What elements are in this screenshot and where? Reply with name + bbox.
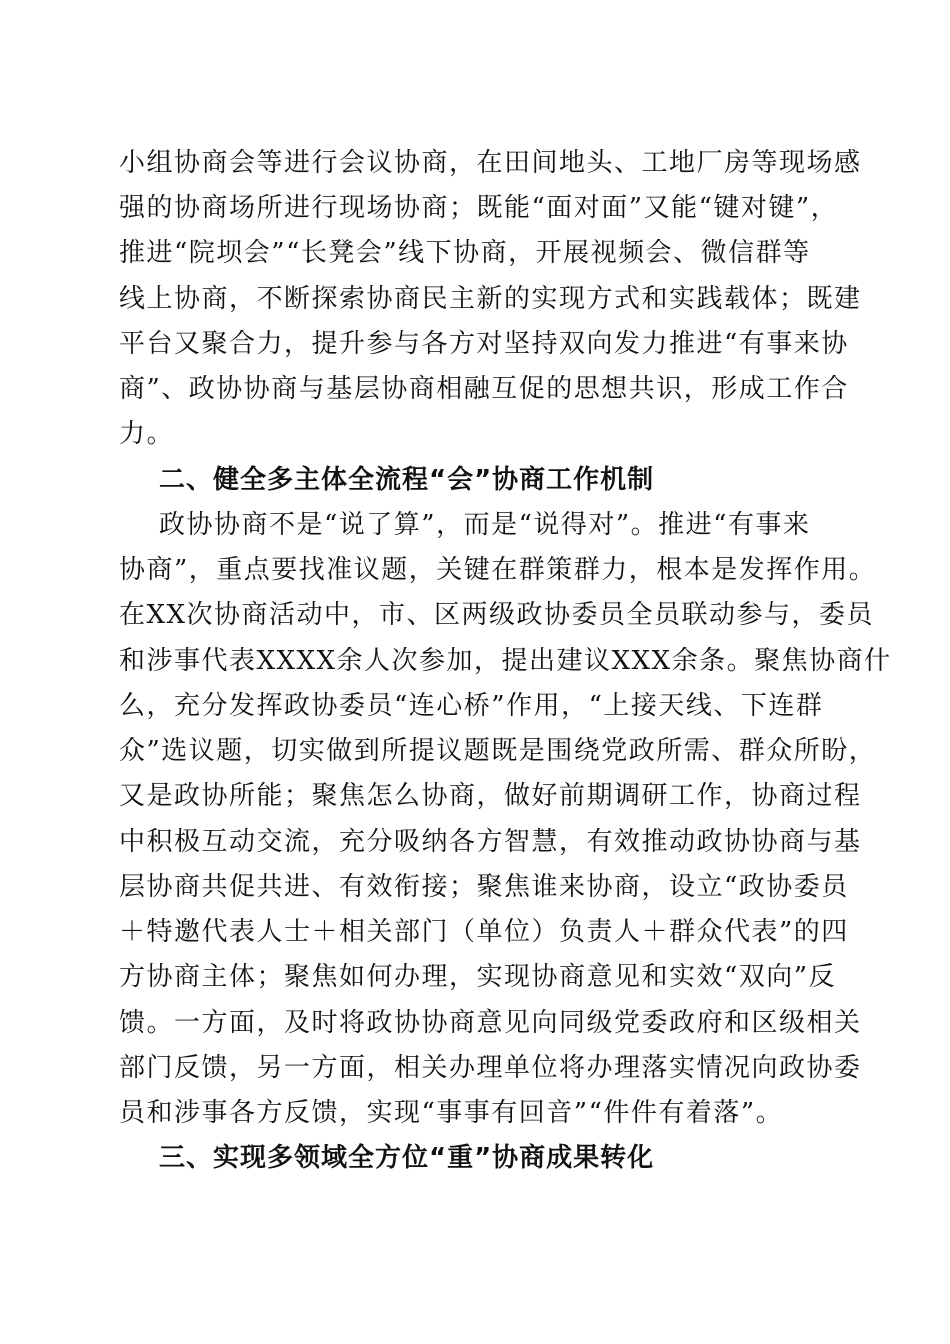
paragraph-1-line-7: 力。: [119, 419, 175, 449]
paragraph-2-line-13: 部门反馈，另一方面，相关办理单位将办理落实情况向政协委: [119, 1053, 862, 1083]
paragraph-2-line-9: 层协商共促共进、有效衔接；聚焦谁来协商，设立“政协委员: [119, 872, 849, 902]
section-heading-3: 三、实现多领域全方位“重”协商成果转化: [159, 1143, 655, 1173]
paragraph-2-line-7: 又是政协所能；聚焦怎么协商，做好前期调研工作，协商过程: [119, 781, 862, 811]
paragraph-1-line-3: 推进“院坝会”“长凳会”线下协商，开展视频会、微信群等: [119, 238, 811, 268]
paragraph-2-line-12: 馈。一方面，及时将政协协商意见向同级党委政府和区级相关: [119, 1008, 862, 1038]
paragraph-2-line-6: 众”选议题，切实做到所提议题既是围绕党政所需、群众所盼，: [119, 736, 877, 766]
section-heading-2: 二、健全多主体全流程“会”协商工作机制: [159, 465, 655, 495]
paragraph-2-line-8: 中积极互动交流，充分吸纳各方智慧，有效推动政协协商与基: [119, 827, 862, 857]
paragraph-2-line-3: 在XX次协商活动中，市、区两级政协委员全员联动参与，委员: [119, 600, 875, 630]
paragraph-1-line-5: 平台又聚合力，提升参与各方对坚持双向发力推进“有事来协: [119, 329, 849, 359]
paragraph-1-line-2: 强的协商场所进行现场协商；既能“面对面”又能“键对键”，: [119, 193, 839, 223]
paragraph-1-line-1: 小组协商会等进行会议协商，在田间地头、工地厂房等现场感: [119, 148, 862, 178]
paragraph-2-line-5: 么，充分发挥政协委员“连心桥”作用，“上接天线、下连群: [119, 691, 824, 721]
paragraph-2-line-4: 和涉事代表XXXX余人次参加，提出建议XXX余条。聚焦协商什: [119, 646, 892, 676]
paragraph-2-line-2: 协商”，重点要找准议题，关键在群策群力，根本是发挥作用。: [119, 555, 877, 585]
paragraph-2-line-14: 员和涉事各方反馈，实现“事事有回音”“件件有着落”。: [119, 1098, 784, 1128]
paragraph-2-line-10: ＋特邀代表人士＋相关部门（单位）负责人＋群众代表”的四: [119, 917, 849, 947]
paragraph-2-line-1: 政协协商不是“说了算”，而是“说得对”。推进“有事来: [159, 510, 811, 540]
paragraph-1-line-4: 线上协商，不断探索协商民主新的实现方式和实践载体；既建: [119, 284, 862, 314]
paragraph-2-line-11: 方协商主体；聚焦如何办理，实现协商意见和实效“双向”反: [119, 962, 837, 992]
paragraph-1-line-6: 商”、政协协商与基层协商相融互促的思想共识，形成工作合: [119, 374, 849, 404]
